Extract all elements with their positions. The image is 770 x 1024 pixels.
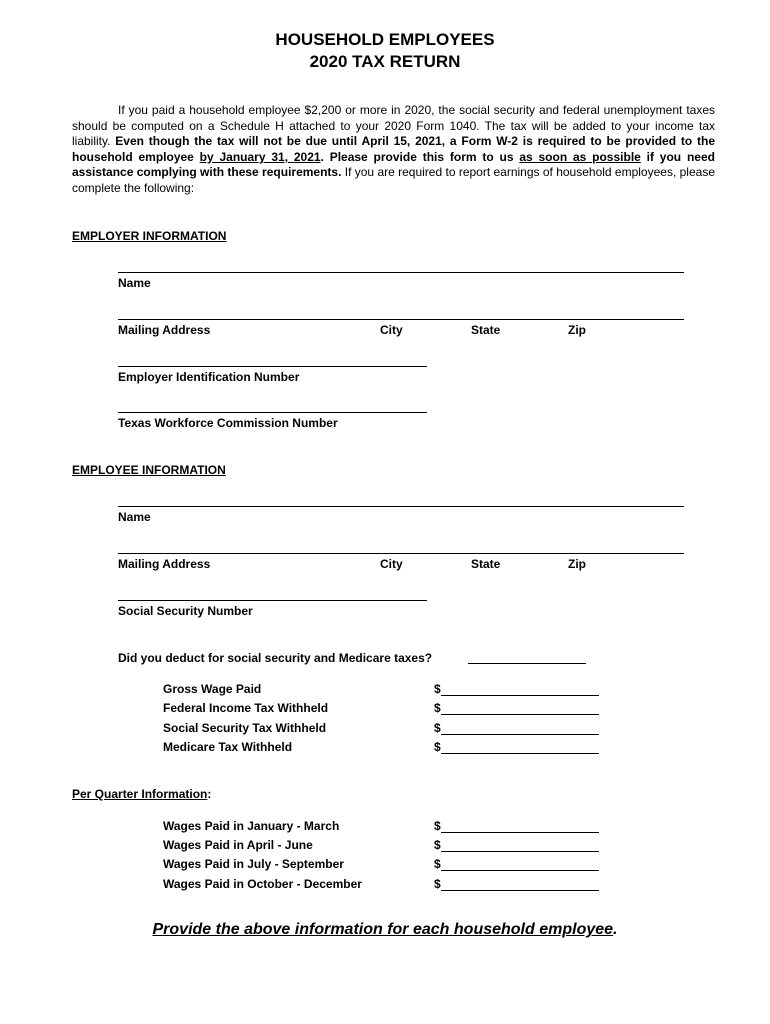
currency-symbol: $ (434, 682, 441, 696)
q2-label: Wages Paid in April - June (163, 838, 313, 852)
currency-symbol: $ (434, 877, 441, 891)
page-title: HOUSEHOLD EMPLOYEES (275, 30, 495, 49)
intro-text-1: If you paid a household employee $2,200 or more in 2020, the social security and federal unemployment taxes should be computed on a Schedule H attached to your 2020 Form 1040. The tax will be added to your income tax liability. (72, 103, 715, 149)
currency-symbol: $ (434, 838, 441, 852)
quarter-heading (72, 787, 211, 801)
intro-bold-3: if you need assistance complying with these requirements. (72, 149, 715, 180)
intro-bold-2: . Please provide this form to us (320, 149, 520, 164)
deduct-answer-field[interactable] (468, 663, 586, 664)
federal-tax-label: Federal Income Tax Withheld (163, 701, 329, 715)
ssn-label: Social Security Number (118, 604, 253, 618)
quarter-heading-colon: : (207, 787, 212, 801)
employee-name-field[interactable] (118, 506, 684, 507)
intro-deadline: by January 31, 2021 (199, 149, 321, 164)
footer-note (0, 921, 770, 939)
ss-tax-label: Social Security Tax Withheld (163, 721, 327, 735)
employer-city-label: City (380, 323, 403, 337)
ein-label: Employer Identification Number (118, 370, 300, 384)
q3-field[interactable] (434, 857, 601, 871)
currency-symbol: $ (434, 740, 441, 754)
twc-label: Texas Workforce Commission Number (118, 416, 338, 430)
employee-zip-label: Zip (568, 557, 586, 571)
page-subtitle: 2020 TAX RETURN (309, 52, 461, 71)
employer-heading: EMPLOYER INFORMATION (72, 229, 227, 243)
gross-wage-field[interactable] (434, 682, 601, 696)
gross-wage-label: Gross Wage Paid (163, 682, 262, 696)
ssn-field[interactable] (118, 600, 427, 601)
currency-symbol: $ (434, 721, 441, 735)
intro-bold-1: Even though the tax will not be due until April 15, 2021, a Form W-2 is required to be provided to the household employee (72, 134, 715, 164)
employee-state-label: State (471, 557, 501, 571)
intro-asap: as soon as possible (519, 149, 641, 164)
q1-label: Wages Paid in January - March (163, 819, 340, 833)
employer-address-field[interactable] (118, 319, 684, 320)
intro-text-2: If you are required to report earnings of household employees, please complete the following: (72, 165, 715, 195)
q4-label: Wages Paid in October - December (163, 877, 362, 891)
employee-address-field[interactable] (118, 553, 684, 554)
employer-mailing-label: Mailing Address (118, 323, 211, 337)
medicare-tax-field[interactable] (434, 740, 601, 754)
currency-symbol: $ (434, 819, 441, 833)
currency-symbol: $ (434, 701, 441, 715)
employee-heading: EMPLOYEE INFORMATION (72, 463, 226, 477)
footer-period: . (613, 921, 618, 938)
q4-field[interactable] (434, 877, 601, 891)
employee-mailing-label: Mailing Address (118, 557, 211, 571)
quarter-heading-text: Per Quarter Information (72, 787, 208, 801)
footer-text: Provide the above information for each household employee (152, 921, 614, 938)
currency-symbol: $ (434, 857, 441, 871)
ss-tax-field[interactable] (434, 721, 601, 735)
deduct-question: Did you deduct for social security and Medicare taxes? (118, 651, 433, 665)
q2-field[interactable] (434, 838, 601, 852)
q1-field[interactable] (434, 819, 601, 833)
twc-field[interactable] (118, 412, 427, 413)
employee-city-label: City (380, 557, 403, 571)
intro-paragraph (72, 103, 715, 197)
federal-tax-field[interactable] (434, 701, 601, 715)
employer-name-field[interactable] (118, 272, 684, 273)
ein-field[interactable] (118, 366, 427, 367)
employer-zip-label: Zip (568, 323, 586, 337)
medicare-tax-label: Medicare Tax Withheld (163, 740, 293, 754)
q3-label: Wages Paid in July - September (163, 857, 344, 871)
employee-name-label: Name (118, 510, 151, 524)
employer-name-label: Name (118, 276, 151, 290)
employer-state-label: State (471, 323, 501, 337)
